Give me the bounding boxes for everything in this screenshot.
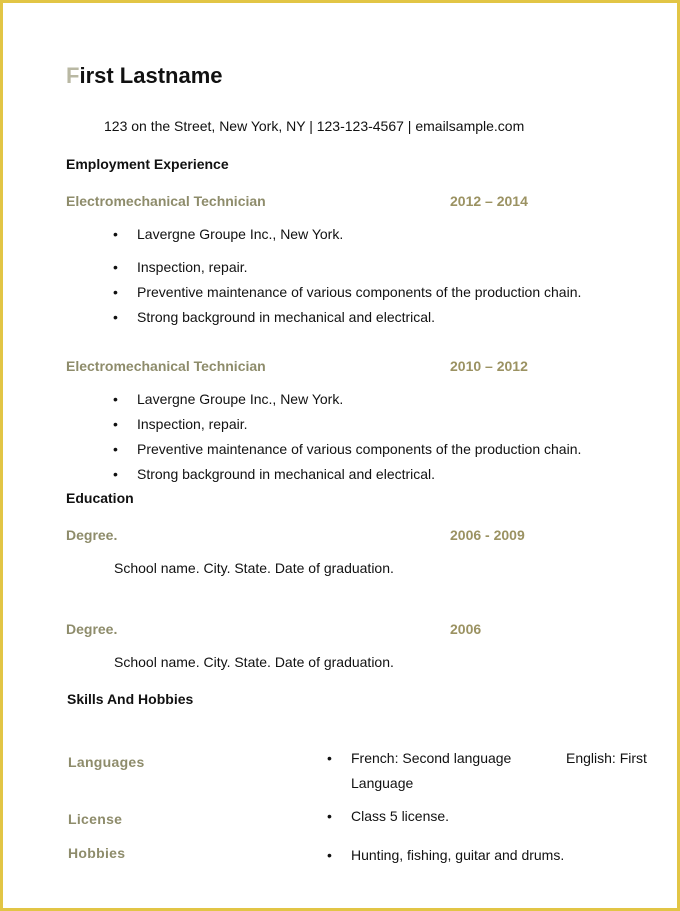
bullet-icon: • bbox=[327, 750, 332, 766]
bullet-icon: • bbox=[113, 391, 118, 407]
job-dates: 2012 – 2014 bbox=[450, 193, 528, 209]
contact-line: 123 on the Street, New York, NY | 123-123-4567 | emailsample.com bbox=[104, 118, 525, 134]
degree-title: Degree. bbox=[66, 527, 118, 543]
employment-heading: Employment Experience bbox=[66, 156, 229, 172]
bullet-icon: • bbox=[113, 309, 118, 325]
language-item-continued: Language bbox=[351, 775, 414, 791]
job-bullet bbox=[113, 284, 581, 300]
bullet-icon: • bbox=[113, 441, 118, 457]
name-rest: irst Lastname bbox=[79, 63, 223, 88]
languages-label: Languages bbox=[68, 754, 145, 770]
name-initial: F bbox=[66, 63, 80, 88]
bullet-text: Lavergne Groupe Inc., New York. bbox=[137, 226, 344, 242]
job-title: Electromechanical Technician bbox=[66, 193, 266, 209]
degree-title: Degree. bbox=[66, 621, 118, 637]
school-detail: School name. City. State. Date of graduation. bbox=[114, 560, 394, 576]
language-item: French: Second language bbox=[351, 750, 512, 766]
job-bullet bbox=[113, 391, 343, 407]
bullet-icon: • bbox=[113, 466, 118, 482]
bullet-text: Preventive maintenance of various components of the production chain. bbox=[137, 284, 582, 300]
bullet-text: Preventive maintenance of various components of the production chain. bbox=[137, 441, 582, 457]
skills-heading: Skills And Hobbies bbox=[67, 691, 194, 707]
license-item: Class 5 license. bbox=[351, 808, 450, 824]
bullet-icon: • bbox=[113, 284, 118, 300]
education-heading: Education bbox=[66, 490, 134, 506]
job-dates: 2010 – 2012 bbox=[450, 358, 528, 374]
degree-dates: 2006 - 2009 bbox=[450, 527, 525, 543]
job-title: Electromechanical Technician bbox=[66, 358, 266, 374]
bullet-icon: • bbox=[113, 259, 118, 275]
bullet-text: Inspection, repair. bbox=[137, 416, 248, 432]
bullet-icon: • bbox=[113, 416, 118, 432]
job-bullet bbox=[113, 441, 581, 457]
degree-dates: 2006 bbox=[450, 621, 482, 637]
bullet-icon: • bbox=[327, 847, 332, 863]
bullet-icon: • bbox=[113, 226, 118, 242]
hobbies-label: Hobbies bbox=[68, 845, 126, 861]
job-bullet bbox=[113, 309, 435, 325]
bullet-text: Strong background in mechanical and electrical. bbox=[137, 466, 436, 482]
bullet-icon: • bbox=[327, 808, 332, 824]
candidate-name bbox=[66, 63, 223, 89]
bullet-text: Inspection, repair. bbox=[137, 259, 248, 275]
hobbies-item: Hunting, fishing, guitar and drums. bbox=[351, 847, 565, 863]
language-item: English: First bbox=[566, 750, 647, 766]
job-bullet bbox=[113, 466, 435, 482]
bullet-text: Strong background in mechanical and electrical. bbox=[137, 309, 436, 325]
bullet-text: Lavergne Groupe Inc., New York. bbox=[137, 391, 344, 407]
job-bullet bbox=[113, 259, 248, 275]
school-detail: School name. City. State. Date of graduation. bbox=[114, 654, 394, 670]
license-label: License bbox=[68, 811, 123, 827]
job-bullet bbox=[113, 226, 343, 242]
job-bullet bbox=[113, 416, 248, 432]
